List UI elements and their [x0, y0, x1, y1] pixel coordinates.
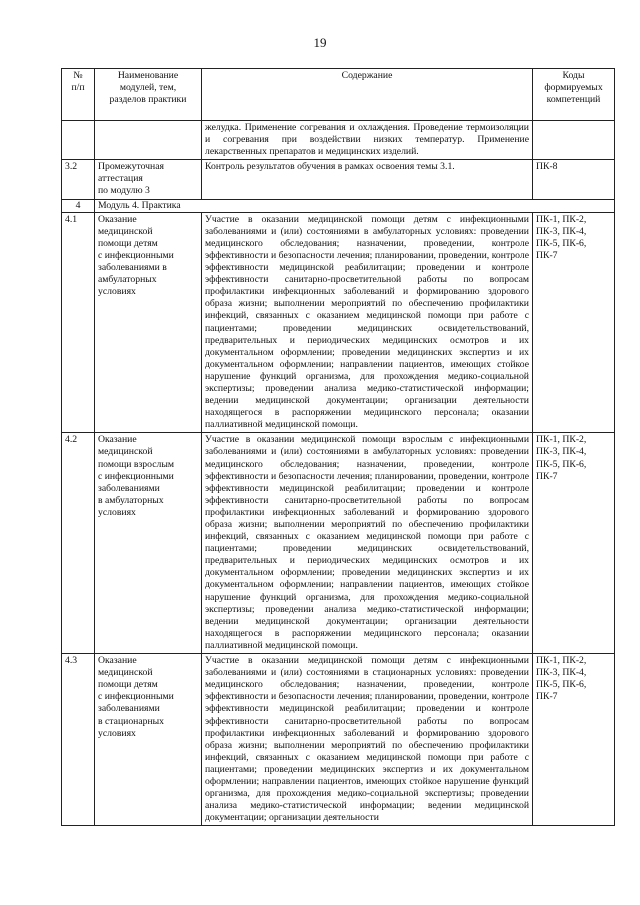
table-row-continuation [62, 121, 615, 160]
cell-name-empty [95, 121, 202, 160]
cell-num: 4.3 [62, 654, 95, 826]
cell-content: Контроль результатов обучения в рамках освоения темы 3.1. [202, 160, 533, 199]
cell-codes: ПК-1, ПК-2, ПК-3, ПК-4, ПК-5, ПК-6, ПК-7 [533, 433, 615, 654]
cell-num: 4.1 [62, 212, 95, 433]
table-row-4-2 [62, 433, 615, 654]
header-codes: Коды формируемых компетенций [533, 69, 615, 121]
header-content: Содержание [202, 69, 533, 121]
cell-num: 4.2 [62, 433, 95, 654]
module-num: 4 [62, 199, 95, 212]
cell-codes: ПК-8 [533, 160, 615, 199]
page-number: 19 [313, 35, 327, 50]
module-title: Модуль 4. Практика [95, 199, 615, 212]
module-heading-row [62, 199, 615, 212]
table-row-4-1 [62, 212, 615, 433]
cell-name: Оказание медицинской помощи детям с инфекционными заболеваниями в стационарных условиях [95, 654, 202, 826]
table-row-4-3 [62, 654, 615, 826]
cell-content: Участие в оказании медицинской помощи взрослым с инфекционными заболеваниями и (или) состояниями в амбулаторных условиях: проведении медицинского обследования; назначении, проведении, контроле эффективности и безопасности лечения; планировании, проведении, контроле эффективности медицинской реабилитации; проведении и контроле эффективности санитарно-просветительной работы по вопросам профилактики инфекционных заболеваний и формированию здорового образа жизни; выполнении мероприятий по обеспечению профилактики инфекций, связанных с оказанием медицинской помощи при работе с пациентами; проведении медицинских освидетельствований, предварительных и периодических медицинских осмотров и их документальном оформлении; проведении медицинских экспертиз и их документальном оформлении; направлении пациентов, имеющих стойкое нарушение функций организма, для прохождения медико-социальной экспертизы; проведении анализа медико-статистической информации; ведении медицинской документации; организации деятельности находящегося в распоряжении медицинского персонала; оказании паллиативной медицинской помощи. [202, 433, 533, 654]
cell-num-empty [62, 121, 95, 160]
cell-name: Оказание медицинской помощи детям с инфекционными заболеваниями в амбулаторных условиях [95, 212, 202, 433]
cell-content: Участие в оказании медицинской помощи детям с инфекционными заболеваниями и (или) состояниями в стационарных условиях: проведении медицинского обследования; назначении, проведении, контроле эффективности и безопасности лечения; планировании, проведении, контроле эффективности медицинской реабилитации; проведении и контроле эффективности санитарно-просветительной работы по вопросам профилактики инфекционных заболеваний и формированию здорового образа жизни; выполнении мероприятий по обеспечению профилактики инфекций, связанных с оказанием медицинской помощи при работе с пациентами; проведении медицинских экспертиз и их документальном оформлении; направлении пациентов, имеющих стойкое нарушение функций организма, для прохождения медико-социальной экспертизы; проведении анализа медико-статистической информации; ведении медицинской документации; организации деятельности [202, 654, 533, 826]
cell-codes-empty [533, 121, 615, 160]
cell-content: Участие в оказании медицинской помощи детям с инфекционными заболеваниями и (или) состояниями в амбулаторных условиях: проведении медицинского обследования; назначении, проведении, контроле эффективности и безопасности лечения; планировании, проведении, контроле эффективности медицинской реабилитации; проведении и контроле эффективности санитарно-просветительной работы по вопросам профилактики инфекционных заболеваний и формированию здорового образа жизни; выполнении мероприятий по обеспечению профилактики инфекций, связанных с оказанием медицинской помощи при работе с пациентами; проведении медицинских освидетельствований, предварительных и периодических медицинских осмотров и их документальном оформлении; проведении медицинских экспертиз и их документальном оформлении; направлении пациентов, имеющих стойкое нарушение функций организма, для прохождения медико-социальной экспертизы; проведении анализа медико-статистической информации; ведении медицинской документации; организации деятельности находящегося в распоряжении медицинского персонала; оказании паллиативной медицинской помощи. [202, 212, 533, 433]
cell-num: 3.2 [62, 160, 95, 199]
cell-codes: ПК-1, ПК-2, ПК-3, ПК-4, ПК-5, ПК-6, ПК-7 [533, 212, 615, 433]
header-num: № п/п [62, 69, 95, 121]
cell-name: Промежуточная аттестация по модулю 3 [95, 160, 202, 199]
table-header [62, 69, 615, 121]
curriculum-table [61, 68, 615, 826]
cell-codes: ПК-1, ПК-2, ПК-3, ПК-4, ПК-5, ПК-6, ПК-7 [533, 654, 615, 826]
cell-content-continuation: желудка. Применение согревания и охлаждения. Проведение термоизоляции и согревания при воздействии низких температур. Применение лекарственных препаратов и медицинских изделий. [202, 121, 533, 160]
cell-name: Оказание медицинской помощи взрослым с инфекционными заболеваниями в амбулаторных условиях [95, 433, 202, 654]
header-name: Наименование модулей, тем, разделов практики [95, 69, 202, 121]
table-row-3-2 [62, 160, 615, 199]
